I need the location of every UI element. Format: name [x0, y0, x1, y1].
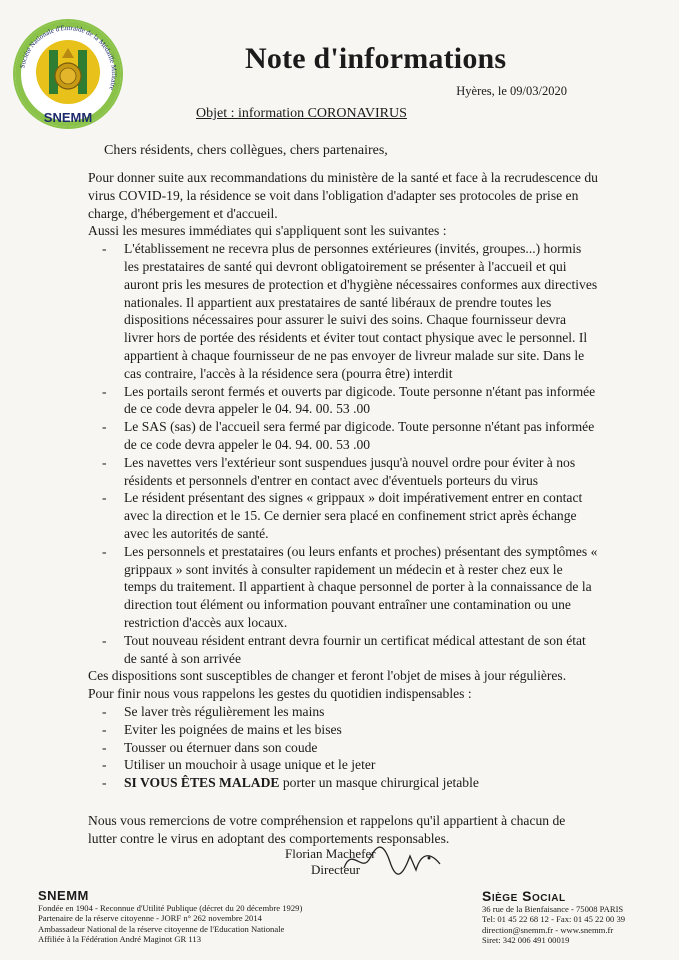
footer-line: Partenaire de la réserve citoyenne - JORF n° 262 novembre 2014: [38, 913, 262, 924]
list-item: - Les personnels et prestataires (ou leurs enfants et proches) présentant des symptômes « grippaux » sont invités à consulter rapidement un médecin et à rester chez eux le temps du traitement. Il appartient à chaque personnel de porter à la connaissance de la direction tout élément ou information pouvant entraîner une contamination ou une restriction d'accès aux locaux.: [88, 543, 598, 632]
footer-line: 36 rue de la Bienfaisance - 75008 PARIS: [482, 904, 624, 914]
list-item: [88, 774, 598, 792]
footer-line: Siret: 342 006 491 00019: [482, 935, 570, 946]
list-item: - Les navettes vers l'extérieur sont suspendues jusqu'à nouvel ordre pour éviter à nos résidents et personnels d'entrer en contact avec d'éventuels porteurs du virus: [88, 454, 598, 490]
updates-paragraph: Ces dispositions sont susceptibles de changer et feront l'objet de mises à jour régulières.: [88, 668, 567, 684]
logo-ring-text: Société Nationale d'Entraide de la Médaille Militaire: [18, 23, 119, 92]
measures-list: [88, 240, 598, 667]
signatory-name: Florian Machefer: [285, 846, 376, 861]
gestures-list: [88, 703, 598, 792]
footer-line: Affiliée à la Fédération André Maginot GR 113: [38, 934, 202, 945]
footer-line: direction@snemm.fr - www.snemm.fr: [482, 924, 614, 935]
list-item: - L'établissement ne recevra plus de personnes extérieures (invités, groupes...) hormis les prestataires de santé qui devront obligatoirement se présenter à l'accueil et qui auront pris les mesures de protection et d'hygiène nécessaires conformes aux directives nationales. Il appartient aux prestataires de santé libéraux de prendre toutes les dispositions nécessaires pour assurer le suivi des soins. Chaque fournisseur devra livrer hors de portée des résidents et éviter tout contact physique avec le personnel. Il appartient à chaque fournisseur de ne pas envoyer de livreur malade sur site. Dans le cas contraire, l'accès à la résidence sera (pourra être) interdit: [88, 240, 598, 382]
list-item: - Tousser ou éternuer dans son coude: [88, 739, 598, 757]
footer-line: Tel: 01 45 22 68 12 - Fax: 01 45 22 00 39: [482, 914, 626, 925]
intro-paragraph: Pour donner suite aux recommandations du ministère de la santé et face à la recrudescence du virus COVID-19, la résidence se voit dans l'obligation d'adapter ses protocoles de prise en charge, d'hébergement et d'accueil.: [88, 170, 598, 221]
dateline: Hyères, le 09/03/2020: [456, 84, 567, 98]
footer-left-title: SNEMM: [38, 888, 89, 903]
signatory-role: Directeur: [311, 862, 361, 877]
salutation: Chers résidents, chers collègues, chers partenaires,: [104, 143, 388, 158]
letter-body: [88, 169, 598, 847]
list-item: - Eviter les poignées de mains et les bises: [88, 721, 598, 739]
handwritten-signature: [340, 840, 450, 880]
subject-line: Objet : information CORONAVIRUS: [196, 106, 407, 121]
footer-line: Ambassadeur National de la réserve citoyenne de l'Education Nationale: [38, 923, 285, 934]
warning-text: SI VOUS ÊTES MALADE: [124, 775, 280, 791]
warning-rest: porter un masque chirurgical jetable: [279, 775, 479, 791]
footer-line: Fondée en 1904 - Reconnue d'Utilité Publique (décret du 20 décembre 1929): [38, 903, 303, 913]
list-item: - Les portails seront fermés et ouverts par digicode. Toute personne n'étant pas informée de ce code devra appeler le 04. 94. 00. 53 .00: [88, 383, 598, 419]
closing-paragraph: Nous vous remercions de votre compréhension et rappelons qu'il appartient à chacun de lutter contre le virus en adoptant des comportements responsables.: [88, 812, 566, 846]
gestures-intro: Pour finir nous vous rappelons les gestes du quotidien indispensables :: [88, 686, 472, 702]
logo-name: SNEMM: [43, 110, 93, 125]
page-title: Note d'informations: [245, 42, 507, 75]
footer-head-office: [482, 888, 672, 946]
list-item: - Tout nouveau résident entrant devra fournir un certificat médical attestant de son état de santé à son arrivée: [88, 632, 598, 668]
footer-right-title: Siège Social: [482, 888, 566, 904]
list-item: - Le résident présentant des signes « grippaux » doit impérativement entrer en contact avec la direction et le 15. Ce dernier sera placé en confinement strict après échange avec les autorités de santé.: [88, 489, 598, 542]
list-item: - Le SAS (sas) de l'accueil sera fermé par digicode. Toute personne n'étant pas informée de ce code devra appeler le 04. 94. 00. 53 .00: [88, 418, 598, 454]
list-item: - Utiliser un mouchoir à usage unique et le jeter: [88, 756, 598, 774]
measures-intro: Aussi les mesures immédiates qui s'appliquent sont les suivantes :: [88, 223, 447, 239]
snemm-logo: [12, 18, 124, 130]
footer-association: [38, 888, 358, 945]
list-item: - Se laver très régulièrement les mains: [88, 703, 598, 721]
